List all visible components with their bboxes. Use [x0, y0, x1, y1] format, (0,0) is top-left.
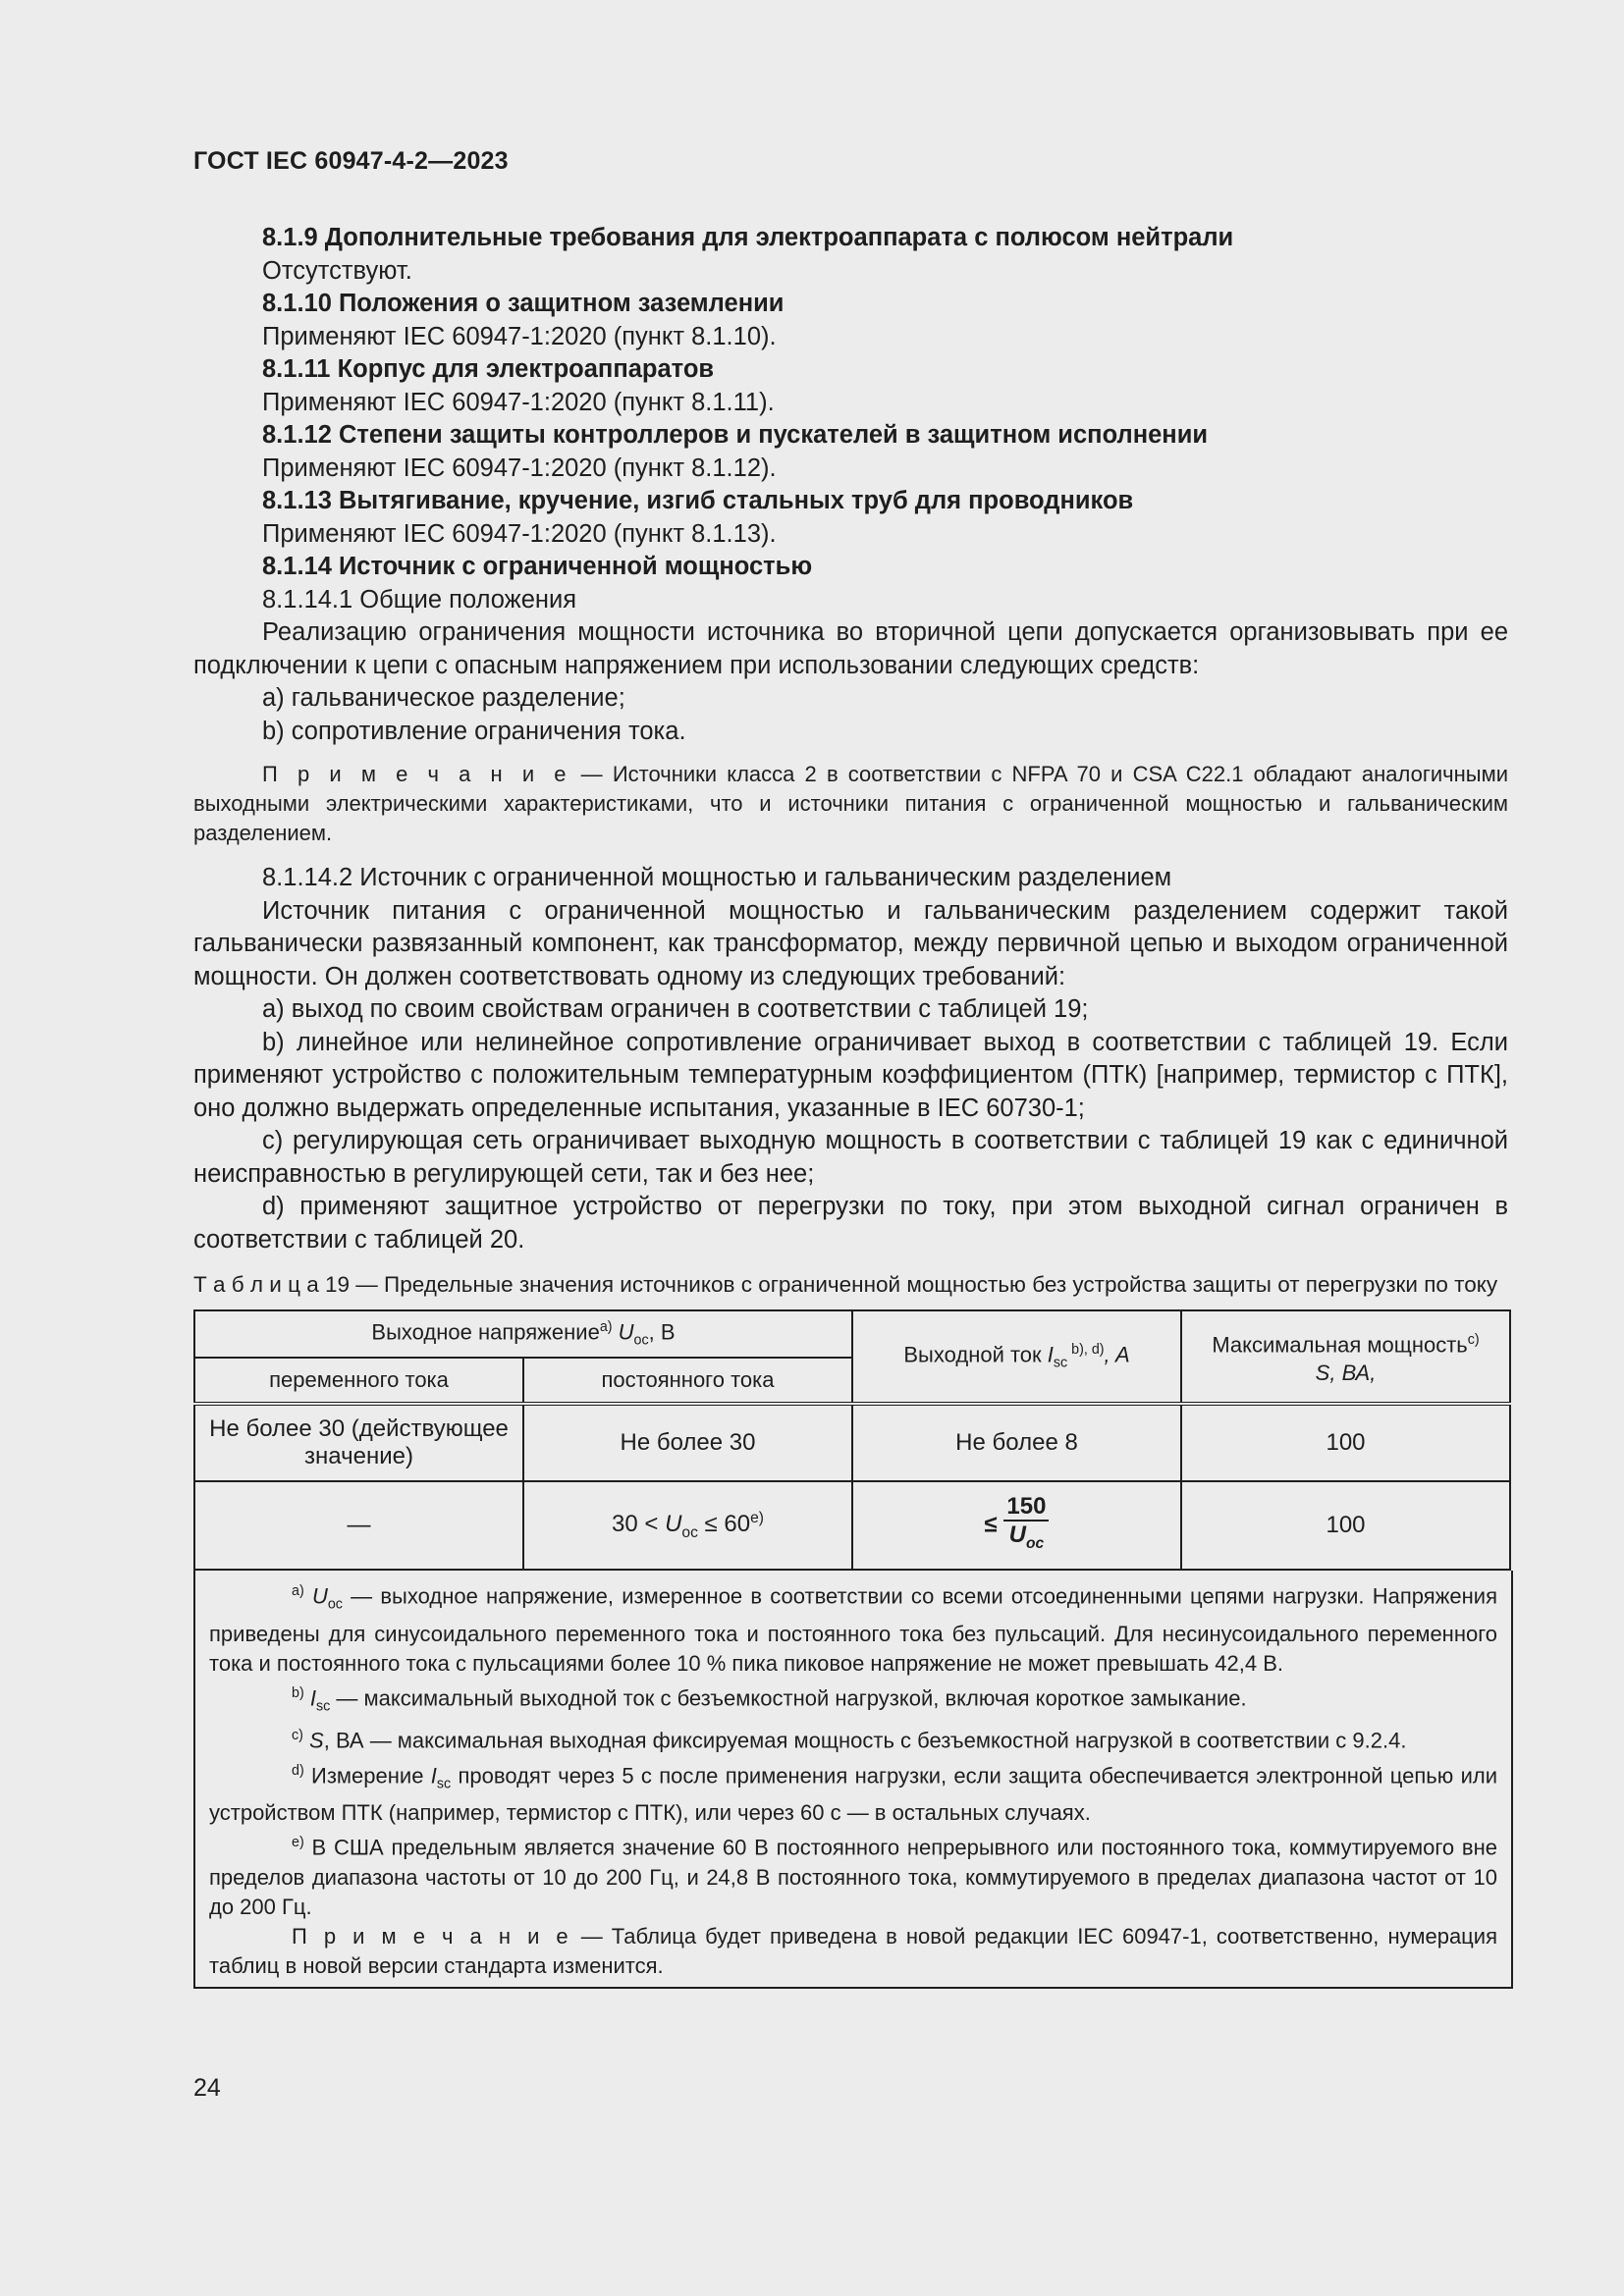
cell-dc: $30 < U_{oc} \le 60^{e)}$ — [523, 1481, 852, 1570]
section-text-8-1-10: Применяют IEC 60947-1:2020 (пункт 8.1.10). — [262, 322, 777, 350]
cell-power: 100 — [1181, 1481, 1510, 1570]
table-footnotes — [193, 1571, 1513, 1989]
section-text-8-1-12: Применяют IEC 60947-1:2020 (пункт 8.1.12). — [262, 454, 777, 482]
subsection-title-8-1-14-1: 8.1.14.1 Общие положения — [262, 585, 577, 614]
header-max-power: Максимальная мощность$^{c)}$ S, ВА, — [1181, 1310, 1510, 1404]
subsection-title-8-1-14-2: 8.1.14.2 Источник с ограниченной мощностью и гальваническим разделением — [262, 864, 1172, 891]
section-heading-8-1-10: 8.1.10 Положения о защитном заземлении — [262, 290, 785, 317]
list-item: а) гальваническое разделение; — [262, 684, 625, 712]
cell-power: 100 — [1181, 1404, 1510, 1481]
header-dc: постоянного тока — [523, 1358, 852, 1404]
footnote-a: $^{a)}$ $U_{oc}$ — выходное напряжение, измеренное в соответствии со всеми отсоединенными цепями нагрузки. Напряжения приведены для синусоидального переменного тока и постоянного тока без пульсаций. Для несинусоидального переменного тока и постоянного тока с пульсациями более 10 % пика пиковое напряжение не может превышать 42,4 В. — [209, 1583, 1497, 1676]
header-output-voltage: Выходное напряжение$^{a)}$ $U_{oc}$, В — [194, 1310, 852, 1358]
footnote-b: $^{b)}$ $I_{sc}$ — максимальный выходной ток с безъемкостной нагрузкой, включая короткое замыкание. — [292, 1684, 1247, 1715]
section-text-8-1-13: Применяют IEC 60947-1:2020 (пункт 8.1.13). — [262, 519, 777, 548]
table-row — [194, 1404, 1510, 1481]
cell-current: Не более 8 — [852, 1404, 1181, 1481]
list-item: b) линейное или нелинейное сопротивление ограничивает выход в соответствии с таблицей 19. Если применяют устройство с положительным температурным коэффициентом (ПТК) [например, термистор с ПТК], оно должно выдержать определенные испытания, указанные в IEC 60730-1; — [193, 1028, 1508, 1122]
table-19-title — [193, 1270, 1508, 1300]
section-heading-8-1-12: 8.1.12 Степени защиты контроллеров и пускателей в защитном исполнении — [262, 421, 1209, 449]
section-heading-8-1-13: 8.1.13 Вытягивание, кручение, изгиб стальных труб для проводников — [262, 487, 1134, 514]
cell-ac: — — [194, 1481, 523, 1570]
section-text-8-1-9: Отсутствуют. — [262, 256, 412, 285]
list-item: c) регулирующая сеть ограничивает выходную мощность в соответствии с таблицей 19 как с единичной неисправностью в регулирующей сети, так и без нее; — [193, 1127, 1508, 1188]
note-classes — [193, 760, 1508, 848]
section-heading-8-1-14: 8.1.14 Источник с ограниченной мощностью — [262, 553, 813, 580]
footnote-e: $^{e)}$ В США предельным является значение 60 В постоянного непрерывного или постоянного тока, коммутируемого вне пределов диапазона частоты от 10 до 200 Гц, и 24,8 В постоянного тока, коммутируемого в пределах диапазона частот от 10 до 200 Гц. — [209, 1835, 1497, 1919]
list-item: d) применяют защитное устройство от перегрузки по току, при этом выходной сигнал ограничен в соответствии с таблицей 20. — [193, 1193, 1508, 1254]
document-code-header: ГОСТ IEC 60947-4-2—2023 — [193, 147, 509, 175]
page-number: 24 — [193, 2074, 221, 2102]
section-heading-8-1-11: 8.1.11 Корпус для электроаппаратов — [262, 355, 715, 383]
list-item: b) сопротивление ограничения тока. — [262, 717, 686, 745]
note-label: П р и м е ч а н и е — [262, 762, 571, 786]
paragraph-8-1-14-1: Реализацию ограничения мощности источника во вторичной цепи допускается организовывать при ее подключении к цепи с опасным напряжением при использовании следующих средств: — [193, 618, 1508, 679]
cell-dc: Не более 30 — [523, 1404, 852, 1481]
footnote-d: $^{d)}$ Измерение $I_{sc}$ проводят через 5 с после применения нагрузки, если защита обеспечивается электронной цепью или устройством ПТК (например, термистор с ПТК), или через 60 с — в остальных случаях. — [209, 1762, 1497, 1826]
cell-ac: Не более 30 (действующее значение) — [194, 1404, 523, 1481]
table-label: Т а б л и ц а — [193, 1272, 319, 1297]
section-heading-8-1-9: 8.1.9 Дополнительные требования для электроаппарата с полюсом нейтрали — [262, 224, 1234, 251]
header-ac: переменного тока — [194, 1358, 523, 1404]
footnote-c: $^{c)}$ S, ВА — максимальная выходная фиксируемая мощность с безъемкостной нагрузкой в соответствии с 9.2.4. — [292, 1728, 1407, 1753]
table-row — [194, 1481, 1510, 1570]
document-body — [193, 222, 1508, 1989]
section-text-8-1-11: Применяют IEC 60947-1:2020 (пункт 8.1.11). — [262, 388, 775, 416]
paragraph-8-1-14-2: Источник питания с ограниченной мощностью и гальваническим разделением содержит такой гальванически развязанный компонент, как трансформатор, между первичной цепью и выходом ограниченной мощности. Он должен соответствовать одному из следующих требований: — [193, 896, 1508, 990]
table-note: П р и м е ч а н и е — Таблица будет приведена в новой редакции IEC 60947-1, соответственно, нумерация таблиц в новой версии стандарта изменится. — [209, 1923, 1497, 1978]
table-title-text: 19 — Предельные значения источников с ограниченной мощностью без устройства защиты от перегрузки по току — [318, 1272, 1498, 1297]
note-text: — Источники класса 2 в соответствии с NFPA 70 и CSA C22.1 обладают аналогичными выходными электрическими характеристиками, что и источники питания с ограниченной мощностью и гальваническим разделением. — [193, 762, 1508, 845]
list-item: а) выход по своим свойствам ограничен в соответствии с таблицей 19; — [262, 995, 1089, 1023]
fraction: $\frac{150}{U_{oc}}$ — [1003, 1494, 1049, 1558]
table-header-row — [194, 1310, 1510, 1358]
cell-current: ≤ $\frac{150}{U_{oc}}$ — [852, 1481, 1181, 1570]
table-19 — [193, 1309, 1511, 1571]
header-output-current: Выходной ток $I_{sc}$ $^{b), d)}$, A — [852, 1310, 1181, 1404]
